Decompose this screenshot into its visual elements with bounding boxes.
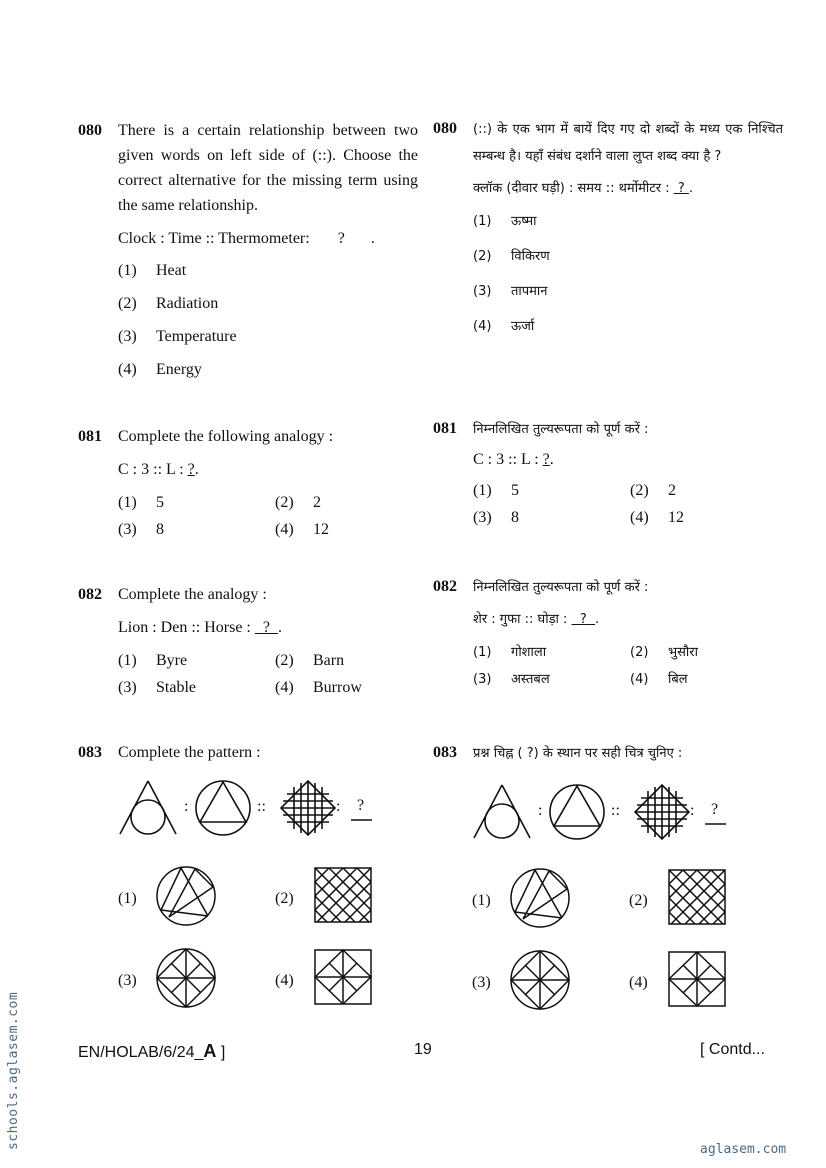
analogy-line: Lion : Den :: Horse : ? . <box>118 619 282 636</box>
separator: : <box>184 798 189 815</box>
question-mark: ? <box>711 801 719 818</box>
option-4: (4) 12 <box>275 521 329 538</box>
question-number: 083 <box>433 744 457 761</box>
option-4-figure <box>313 948 373 1006</box>
option-1-label: (1) <box>472 892 491 909</box>
option-4: (4) बिल <box>630 672 688 687</box>
question-text: प्रश्न चिह्न ( ?) के स्थान पर सही चित्र चुनिए : <box>473 746 683 761</box>
option-1: (1) Byre <box>118 652 188 669</box>
option-4: (4) ऊर्जा <box>473 319 535 334</box>
separator: : <box>690 802 695 819</box>
triangle-circle-figure <box>474 785 530 838</box>
option-2: (2) 2 <box>630 482 676 499</box>
bottom-watermark: aglasem.com <box>700 1142 787 1157</box>
separator: :: <box>611 802 620 819</box>
blank-mark: ? <box>337 230 345 247</box>
question-number: 082 <box>433 578 457 595</box>
option-3-label: (3) <box>472 974 491 991</box>
question-number: 082 <box>78 586 102 603</box>
question-mark: ? <box>357 797 365 814</box>
option-3: (3) तापमान <box>473 284 548 299</box>
analogy-text: Clock : Time :: Thermometer: <box>118 230 310 247</box>
option-2: (2) विकिरण <box>473 249 550 264</box>
blank-mark: ? <box>542 451 550 468</box>
paper-code: EN/HOLAB/6/24_A ] <box>78 1041 226 1061</box>
question-text: (::) के एक भाग में बायें दिए गए दो शब्दों के मध्य एक निश्चित सम्बन्ध है। यहाँ संबंध दर्शाने वाला लुप्त शब्द क्या है ? <box>473 122 783 164</box>
question-082-en <box>78 582 418 700</box>
question-text: There is a certain relationship between two given words on left side of (::). Choose the correct alternative for the missing term using the same relationship. <box>118 122 418 214</box>
option-3: (3) 8 <box>118 521 164 538</box>
question-081-en <box>78 424 418 542</box>
analogy-line: C : 3 :: L : ?. <box>473 451 554 468</box>
option-2: (2) Radiation <box>118 295 219 312</box>
option-3: (3) 8 <box>473 509 519 526</box>
options-grid <box>473 640 783 692</box>
option-3: (3) अस्तबल <box>473 672 550 687</box>
analogy-text: C : 3 :: L : <box>473 451 543 468</box>
option-2: (2) Barn <box>275 652 345 669</box>
option-2: (2) 2 <box>275 494 321 511</box>
option-1-figure <box>155 865 217 927</box>
question-number: 080 <box>433 120 457 137</box>
option-4-label: (4) <box>275 972 294 989</box>
blank-mark: ? <box>579 612 587 627</box>
analogy-line: शेर : गुफा :: घोड़ा : ? . <box>473 612 600 627</box>
options-grid <box>118 648 418 700</box>
question-080-hi <box>433 116 783 349</box>
option-1: (1) ऊष्मा <box>473 214 537 229</box>
options-grid <box>473 478 783 530</box>
question-083-en <box>78 740 418 765</box>
option-2: (2) भुसौरा <box>630 645 698 660</box>
blank-mark: ? <box>677 181 685 196</box>
option-1: (1) गोशाला <box>473 645 547 660</box>
continued-note: [ Contd... <box>700 1041 765 1058</box>
analogy-line: C : 3 :: L : ?. <box>118 461 199 478</box>
set-letter: A <box>203 1041 217 1061</box>
option-3: (3) Stable <box>118 679 196 696</box>
separator: : <box>538 802 543 819</box>
end-dot: . <box>370 230 375 247</box>
page-number: 19 <box>414 1041 432 1058</box>
question-text: Complete the analogy : <box>118 586 267 603</box>
option-3-label: (3) <box>118 972 137 989</box>
option-3-figure <box>155 947 217 1009</box>
option-1-label: (1) <box>118 890 137 907</box>
option-4: (4) Burrow <box>275 679 362 696</box>
question-number: 080 <box>78 122 102 139</box>
circle-triangle-figure <box>196 781 250 835</box>
question-082-hi <box>433 574 783 692</box>
question-number: 081 <box>78 428 102 445</box>
analogy-text: शेर : गुफा :: घोड़ा : <box>473 612 572 627</box>
option-2-label: (2) <box>629 892 648 909</box>
question-text: Complete the pattern : <box>118 744 261 761</box>
option-1-figure <box>509 867 571 929</box>
analogy-text: क्लॉक (दीवार घड़ी) : समय :: थर्मोमीटर : <box>473 181 674 196</box>
option-4: (4) 12 <box>630 509 684 526</box>
question-text: Complete the following analogy : <box>118 428 334 445</box>
option-1: (1) 5 <box>118 494 164 511</box>
circle-triangle-figure <box>550 785 604 839</box>
question-080-en <box>78 118 418 390</box>
blank-mark: ? <box>187 461 195 478</box>
option-4-label: (4) <box>629 974 648 991</box>
question-number: 081 <box>433 420 457 437</box>
question-text: निम्नलिखित तुल्यरूपता को पूर्ण करें : <box>473 422 649 437</box>
separator: : <box>336 798 341 815</box>
analogy-text: Lion : Den :: Horse : <box>118 619 255 636</box>
analogy-line: क्लॉक (दीवार घड़ी) : समय :: थर्मोमीटर : ? . <box>473 181 694 196</box>
question-text: निम्नलिखित तुल्यरूपता को पूर्ण करें : <box>473 580 649 595</box>
option-3-figure <box>509 949 571 1011</box>
separator: :: <box>257 798 266 815</box>
option-2-label: (2) <box>275 890 294 907</box>
question-number: 083 <box>78 744 102 761</box>
question-083-hi <box>433 740 783 767</box>
analogy-line <box>118 226 418 251</box>
option-3: (3) Temperature <box>118 328 237 345</box>
option-4-figure <box>667 950 727 1008</box>
options-grid <box>118 490 418 542</box>
option-4: (4) Energy <box>118 361 202 378</box>
side-watermark: schools.aglasem.com <box>6 991 21 1150</box>
analogy-text: C : 3 :: L : <box>118 461 188 478</box>
diamond-grid-figure <box>281 781 335 835</box>
option-2-figure <box>313 866 373 924</box>
triangle-circle-figure <box>120 781 176 834</box>
blank-mark: ? <box>262 619 270 636</box>
option-2-figure <box>667 868 727 926</box>
option-1: (1) 5 <box>473 482 519 499</box>
option-1: (1) Heat <box>118 262 187 279</box>
diamond-grid-figure <box>635 785 689 839</box>
question-081-hi <box>433 416 783 530</box>
